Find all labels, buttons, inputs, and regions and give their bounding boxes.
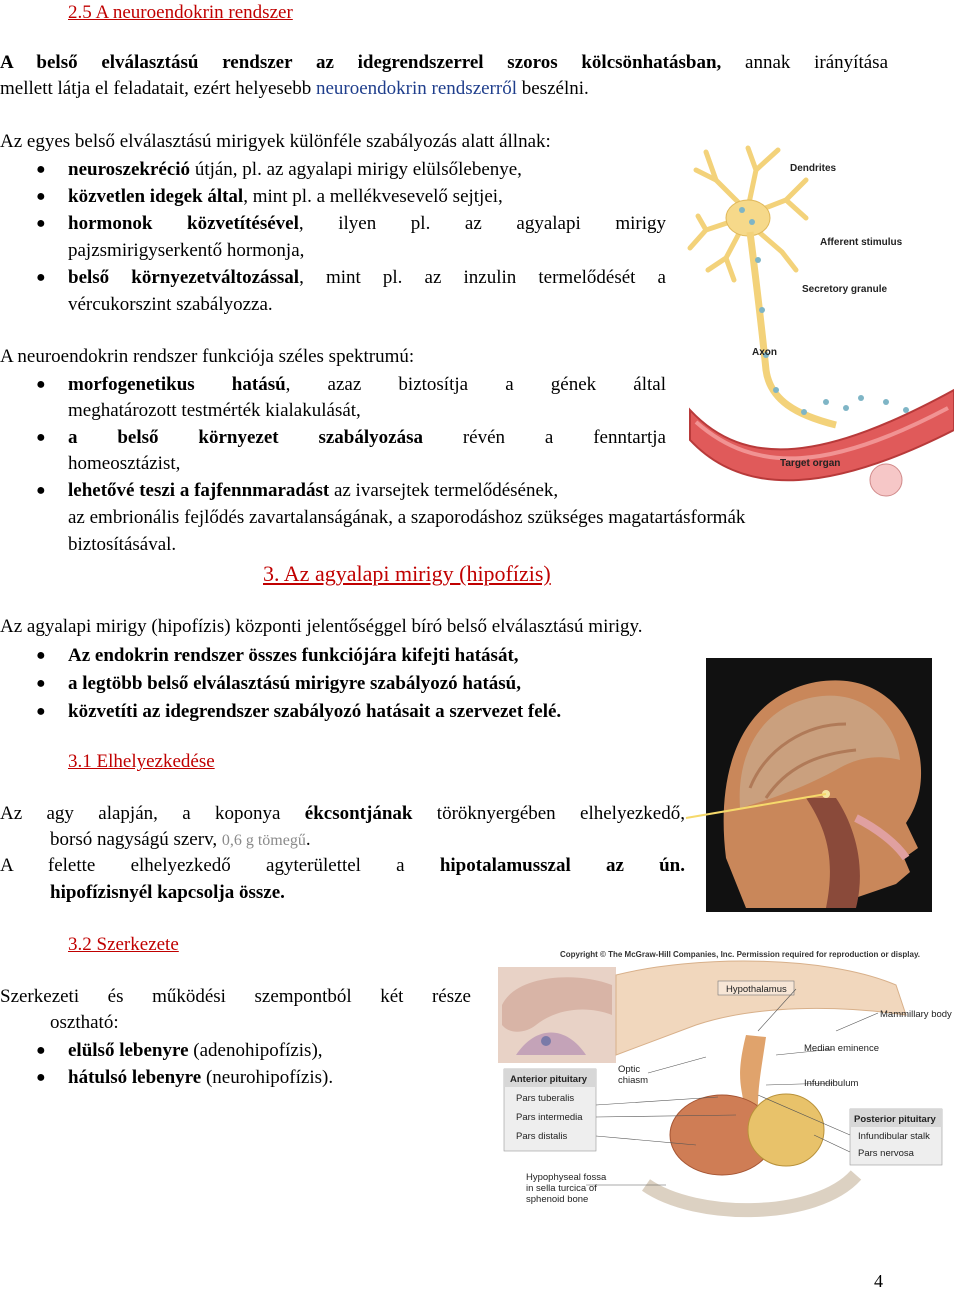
sphenoid-bone-label: sphenoid bone [526,1194,589,1205]
infundibulum-label: Infundibulum [804,1078,859,1089]
hypothalamus-term: hipotalamusszal az ún. [439,855,685,876]
list-item-text: az ivarsejtek termelődésének, [329,480,559,501]
target-organ-label: Target organ [780,458,841,469]
copyright-notice: Copyright © The McGraw-Hill Companies, Inc. Permission required for reproduction or display. [560,950,921,959]
neurosecretory-neuron-figure [686,140,954,500]
bullet-icon: ● [36,1069,46,1086]
list-item-text: révén a fenntartja [422,427,666,448]
list-item-bold: hormonok közvetítésével [68,213,299,234]
hypothalamus-label: Hypothalamus [726,984,787,995]
list-item: Az endokrin rendszer összes funkciójára kifejti hatását, [68,645,519,666]
list-item [68,265,666,292]
pars-nervosa-label: Pars nervosa [858,1148,914,1159]
list-item [68,372,666,399]
bullet-icon: ● [36,429,46,446]
axon-shape [750,232,836,425]
sella-turcica-shape [646,1175,856,1210]
bullet-icon: ● [36,675,46,692]
bullet-icon: ● [36,215,46,232]
list-item-text: , azaz biztosítja a gének által [285,374,666,395]
bullet-icon: ● [36,647,46,664]
list-item-text: , mint pl. az inzulin termelődését a [299,267,666,288]
intro-bold: A belső elválasztású rendszer az idegrendszerrel szoros kölcsönhatásban, [0,52,722,73]
posterior-pituitary-title: Posterior pituitary [854,1114,936,1125]
list-item-text: , ilyen pl. az agyalapi mirigy [298,213,666,234]
cell-body-shape [726,200,770,236]
infundibular-stalk-label: Infundibular stalk [858,1131,930,1142]
hypophyseal-fossa-label: Hypophyseal fossa [526,1172,607,1183]
pituitary-anatomy-figure [496,945,960,1220]
sella-turcica-label: in sella turcica of [526,1183,597,1194]
location-text: Az agy alapján, a koponya [0,803,305,824]
axon-label: Axon [752,347,777,358]
intro-paragraph-line1 [0,50,888,77]
list-item-bold: lehetővé teszi a fajfennmaradást [68,480,330,501]
target-organ-shape [870,464,902,496]
page-number: 4 [874,1271,883,1291]
bullet-icon: ● [36,161,46,178]
location-text-end: töröknyergében elhelyezkedő, [412,803,685,824]
section-heading-3-1: 3.1 Elhelyezkedése [68,751,215,772]
list-item [68,1038,323,1065]
afferent-stimulus-label: Afferent stimulus [820,237,903,248]
structure-intro-line2: osztható: [50,1012,119,1033]
list-item [68,157,522,184]
list-item [68,1065,333,1092]
pituitary-intro: Az agyalapi mirigy (hipofízis) központi jelentőséggel bíró belső elválasztású mirigy. [0,616,643,637]
intro-rest: annak irányítása [721,52,888,73]
list-item [68,184,503,211]
list-item-text: (neurohipofízis). [201,1067,334,1088]
list-item-text: (adenohipofízis), [188,1040,323,1061]
list-item-continuation: pajzsmirigyserkentő hormonja, [68,240,305,261]
period-text: . [305,829,311,850]
infundibulum-shape [740,1035,766,1105]
size-text: borsó nagyságú szerv, [50,829,222,850]
list-item: a legtöbb belső elválasztású mirigyre szabályozó hatású, [68,673,522,694]
mammillary-body-label: Mammillary body [880,1009,952,1020]
location-paragraph-line2 [50,827,311,855]
bullet-icon: ● [36,482,46,499]
intro-text-end: beszélni. [517,78,589,99]
list-item [68,478,558,505]
intro-paragraph-line2 [0,76,589,103]
list-item-continuation: az embrionális fejlődés zavartalanságának, a szaporodáshoz szükséges magatartásformák [68,507,746,528]
pointer-arrow [684,790,834,830]
bullet-icon: ● [36,269,46,286]
list-item-bold: belső környezetváltozással [68,267,300,288]
list-item-continuation: homeosztázist, [68,453,181,474]
connection-text: A felette elhelyezkedő agyterülettel a [0,855,440,876]
optic-label: Optic [618,1064,641,1075]
list-item [68,425,666,452]
regulation-intro: Az egyes belső elválasztású mirigyek különféle szabályozás alatt állnak: [0,131,551,152]
list-item [68,211,666,238]
pars-distalis-label: Pars distalis [516,1131,568,1142]
anterior-pituitary-title: Anterior pituitary [510,1074,588,1085]
list-item-continuation: biztosításával. [68,534,177,555]
sphenoid-term: ékcsontjának [304,803,413,824]
list-item-text: útján, pl. az agyalapi mirigy elülsőlebenye, [190,159,522,180]
list-item-continuation: meghatározott testmérték kialakulását, [68,400,361,421]
list-item-bold: hátulsó lebenyre [68,1067,202,1088]
section-heading-2-5: 2.5 A neuroendokrin rendszer [68,2,293,23]
bullet-icon: ● [36,1042,46,1059]
bullet-icon: ● [36,376,46,393]
list-item-bold: elülső lebenyre [68,1040,189,1061]
bullet-icon: ● [36,188,46,205]
pars-tuberalis-label: Pars tuberalis [516,1093,575,1104]
list-item-text: , mint pl. a mellékvesevelő sejtjei, [243,186,503,207]
posterior-lobe-shape [748,1094,824,1166]
section-heading-3: 3. Az agyalapi mirigy (hipofízis) [263,561,551,586]
section-heading-3-2: 3.2 Szerkezete [68,934,179,955]
connection-paragraph-line1 [0,853,685,880]
list-item-bold: közvetlen idegek által [68,186,244,207]
neuroendocrine-term: neuroendokrin rendszerről [315,78,517,99]
pars-intermedia-label: Pars intermedia [516,1112,583,1123]
list-item-bold: neuroszekréció [68,159,191,180]
function-intro: A neuroendokrin rendszer funkciója széles spektrumú: [0,346,415,367]
median-eminence-label: Median eminence [804,1043,879,1054]
structure-intro-line1: Szerkezeti és működési szempontból két része [0,986,471,1007]
chiasm-label: chiasm [618,1075,649,1086]
secretory-granule-label: Secretory granule [802,284,888,295]
list-item-bold: morfogenetikus hatású [68,374,286,395]
weight-text: 0,6 g tömegű [221,832,306,849]
bullet-icon: ● [36,703,46,720]
dendrites-label: Dendrites [790,163,837,174]
head-sagittal-section-image [706,658,932,912]
intro-text: mellett látja el feladatait, ezért helyesebb [0,78,316,99]
location-paragraph-line1 [0,801,685,828]
list-item-continuation: vércukorszint szabályozza. [68,294,273,315]
list-item-bold: a belső környezet szabályozása [68,427,423,448]
connection-paragraph-line2: hipofízisnyél kapcsolja össze. [50,882,285,903]
list-item: közvetíti az idegrendszer szabályozó hatásait a szervezet felé. [68,701,562,722]
